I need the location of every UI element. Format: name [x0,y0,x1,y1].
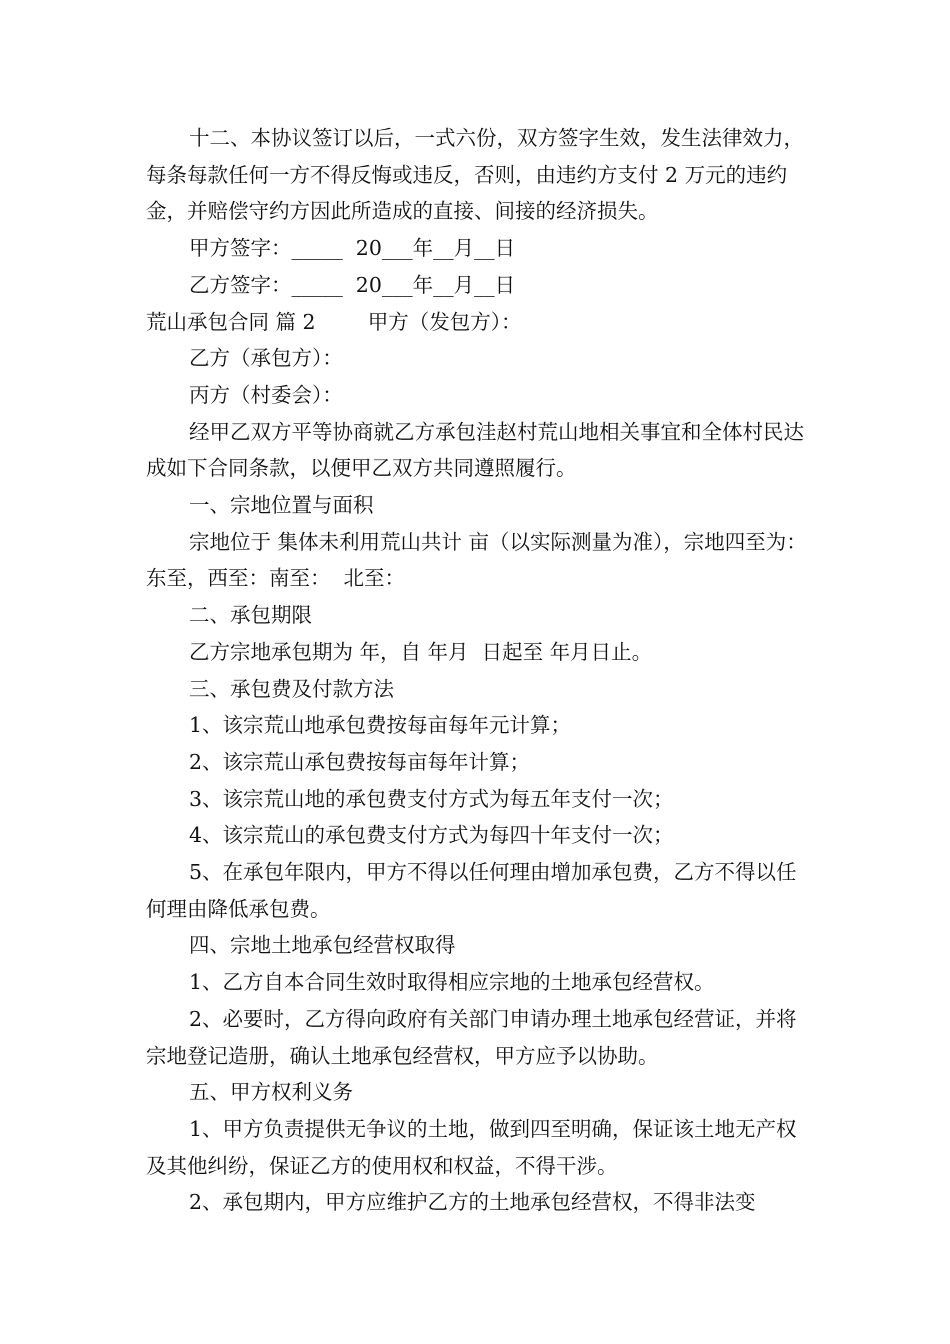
preamble-paragraph: 经甲乙双方平等协商就乙方承包洼赵村荒山地相关事宜和全体村民达成如下合同条款，以便甲乙双方共同遵照履行。 [146,419,804,481]
contract-2-title-line: 荒山承包合同 篇 2 甲方（发包方）： [146,309,522,334]
section-3-heading: 三、承包费及付款方法 [189,676,394,701]
section-5-heading: 五、甲方权利义务 [189,1080,353,1105]
section-3-item-1: 1、该宗荒山地承包费按每亩每年元计算； [189,713,572,738]
section-4-item-2: 2、必要时，乙方得向政府有关部门申请办理土地承包经营证，并将宗地登记造册，确认土地承包经营权，甲方应予以协助。 [146,1006,797,1068]
section-3-item-4: 4、该宗荒山的承包费支付方式为每四十年支付一次； [189,823,674,848]
section-4-heading: 四、宗地土地承包经营权取得 [189,933,456,958]
section-1-heading: 一、宗地位置与面积 [189,493,374,518]
party-a-signature-line: 甲方签字：_____ 20___年__月__日 [189,236,516,261]
party-b-label: 乙方（承包方）： [189,346,343,371]
party-b-signature-line: 乙方签字：_____ 20___年__月__日 [189,272,516,297]
document-body [146,120,808,1221]
section-3-item-3: 3、该宗荒山地的承包费支付方式为每五年支付一次； [189,786,674,811]
clause-12-paragraph: 十二、本协议签订以后，一式六份，双方签字生效，发生法律效力，每条每款任何一方不得反悔或违反，否则，由违约方支付 2 万元的违约金，并赔偿守约方因此所造成的直接、间接的经济损失。 [146,126,804,224]
section-3-item-2: 2、该宗荒山承包费按每亩每年计算； [189,749,531,774]
section-1-body: 宗地位于 集体未利用荒山共计 亩（以实际测量为准），宗地四至为：东至，西至：南至： 北至： [146,529,807,591]
section-2-heading: 二、承包期限 [189,603,312,628]
section-3-item-5: 5、在承包年限内，甲方不得以任何理由增加承包费，乙方不得以任何理由降低承包费。 [146,860,797,921]
party-c-label: 丙方（村委会）： [189,382,343,407]
section-5-item-1: 1、甲方负责提供无争议的土地，做到四至明确，保证该土地无产权及其他纠纷，保证乙方的使用权和权益，不得干涉。 [146,1116,797,1178]
section-5-item-2: 2、承包期内，甲方应维护乙方的土地承包经营权，不得非法变 [189,1190,756,1215]
section-2-body: 乙方宗地承包期为 年，自 年月 日起至 年月日止。 [189,639,653,664]
section-4-item-1: 1、乙方自本合同生效时取得相应宗地的土地承包经营权。 [189,970,715,995]
